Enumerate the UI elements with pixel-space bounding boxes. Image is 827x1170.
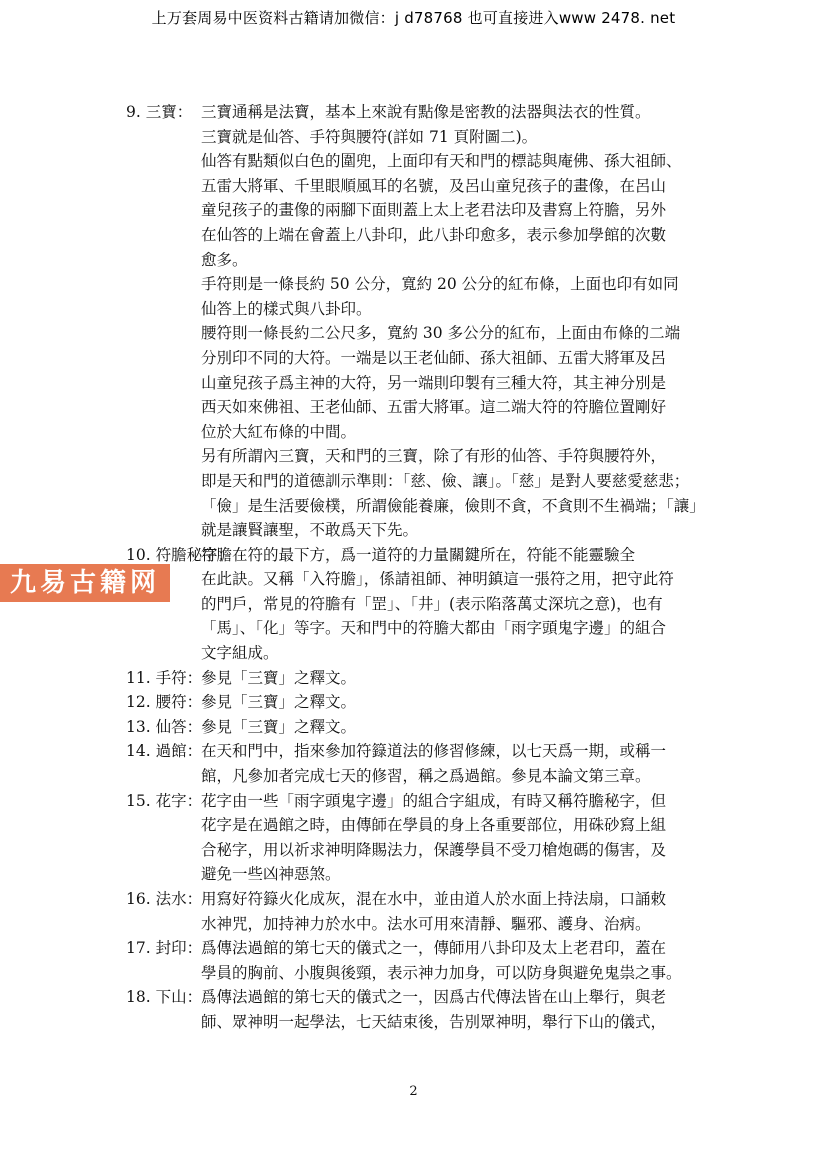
page-header: 上万套周易中医资料古籍请加微信：j d78768 也可直接进入www 2478. net (151, 9, 676, 27)
definition-line: 童兒孩子的畫像的兩腳下面則蓋上太上老君法印及書寫上符膽，另外 (201, 201, 667, 220)
entry-definition (201, 543, 726, 666)
entry-term: 12. 腰符： (126, 693, 203, 712)
definition-line: 腰符則一條長約二公尺多，寬約 30 多公分的紅布，上面由布條的二端 (201, 324, 681, 343)
glossary-entry (126, 543, 726, 666)
definition-line: 參見「三寶」之釋文。 (201, 717, 357, 736)
definition-line: 「馬」、「化」等字。天和門中的符膽大都由「雨字頭鬼字邊」的組合 (201, 619, 667, 638)
entry-term: 13. 仙答： (126, 717, 203, 736)
entry-term: 10. 符膽秘字： (126, 545, 234, 564)
definition-line: 三寶通稱是法寶，基本上來說有點像是密教的法器與法衣的性質。 (201, 103, 651, 121)
definition-line: 在仙答的上端在會蓋上八卦印，此八卦印愈多，表示參加學館的次數 (201, 225, 667, 244)
definition-line: 手符則是一條長約 50 公分，寬約 20 公分的紅布條，上面也印有如同 (201, 275, 679, 294)
definition-line: 在此訣。又稱「入符膽」，係請祖師、神明鎮這一張符之用，把守此符 (201, 570, 674, 589)
page-number: 2 (409, 1084, 418, 1099)
definition-line: 參見「三寶」之釋文。 (201, 693, 357, 712)
definition-line: 花字是在過館之時，由傳師在學員的身上各重要部位，用硃砂寫上組 (201, 816, 667, 835)
definition-line: 西天如來佛祖、王老仙師、五雷大將軍。這二端大符的符膽位置剛好 (201, 398, 667, 417)
definition-line: 花字由一些「雨字頭鬼字邊」的組合字組成，有時又稱符膽秘字，但 (201, 791, 667, 810)
definition-line: 仙答有點類似白色的圍兜，上面印有天和門的標誌與庵佛、孫大祖師、 (201, 152, 682, 171)
definition-line: 山童兒孩子爲主神的大符，另一端則印製有三種大符，其主神分別是 (201, 373, 667, 392)
site-watermark: 九易古籍网 (0, 564, 170, 602)
definition-line: 的門戶，常見的符膽有「罡」、「井」(表示陷落萬丈深坑之意)，也有 (201, 594, 663, 613)
entry-definition (201, 936, 726, 985)
glossary-entry (126, 690, 726, 715)
entry-definition (201, 789, 726, 887)
entry-term: 17. 封印： (126, 939, 203, 958)
definition-line: 就是讓賢讓聖，不敢爲天下先。 (201, 521, 419, 540)
definition-line: 避免一些凶神惡煞。 (201, 865, 341, 884)
definition-line: 在天和門中，指來參加符籙道法的修習修練，以七天爲一期，或稱一 (201, 742, 667, 761)
definition-line: 爲傳法過館的第七天的儀式之一，因爲古代傳法皆在山上舉行，與老 (201, 988, 667, 1007)
entry-definition (201, 666, 726, 691)
entry-term: 9. 三寶： (126, 103, 193, 121)
definition-line: 另有所謂內三寶，天和門的三寶，除了有形的仙答、手符與腰符外， (201, 447, 667, 466)
entry-definition (201, 739, 726, 788)
definition-line: 水神咒，加持神力於水中。法水可用來清靜、驅邪、護身、治病。 (201, 914, 651, 933)
definition-line: 仙答上的樣式與八卦印。 (201, 299, 372, 318)
definition-line: 參見「三寶」之釋文。 (201, 668, 357, 687)
definition-line: 即是天和門的道德訓示準則：「慈、儉、讓」。「慈」是對人要慈愛慈悲； (201, 471, 690, 490)
glossary-entry (126, 739, 726, 788)
definition-line: 位於大紅布條的中間。 (201, 422, 357, 441)
definition-line: 學員的胸前、小腹與後頸，表示神力加身，可以防身與避免鬼祟之事。 (201, 963, 682, 982)
definition-line: 爲傳法過館的第七天的儀式之一，傳師用八卦印及太上老君印，蓋在 (201, 939, 667, 958)
definition-line: 師、眾神明一起學法，七天結束後，告別眾神明，舉行下山的儀式， (201, 1012, 667, 1031)
entry-term: 16. 法水： (126, 890, 203, 908)
definition-line: 文字組成。 (201, 644, 279, 663)
glossary-entry (126, 936, 726, 985)
entry-term: 18. 下山： (126, 988, 203, 1007)
entry-definition (201, 715, 726, 740)
glossary-entry (126, 789, 726, 887)
entry-definition (201, 887, 726, 936)
definition-line: 愈多。 (201, 250, 248, 269)
glossary-content (126, 100, 726, 1035)
definition-line: 合秘字，用以祈求神明降賜法力，保護學員不受刀槍炮碼的傷害，及 (201, 840, 667, 859)
entry-term: 14. 過館： (126, 742, 203, 761)
glossary-entry (126, 100, 726, 543)
entry-term: 11. 手符： (126, 668, 203, 687)
definition-line: 「儉」是生活要儉樸，所謂儉能養廉，儉則不貪，不貪則不生禍端；「讓」 (201, 496, 705, 515)
definition-line: 用寫好符籙火化成灰，混在水中，並由道人於水面上持法扇，口誦敕 (201, 890, 667, 908)
definition-line: 館，凡參加者完成七天的修習，稱之爲過館。參見本論文第三章。 (201, 767, 651, 786)
entry-definition (201, 100, 726, 543)
glossary-entry (126, 985, 726, 1034)
definition-line: 三寶就是仙答、手符與腰符(詳如 71 頁附圖二)。 (201, 127, 538, 146)
entry-term: 15. 花字： (126, 791, 203, 810)
glossary-entry (126, 715, 726, 740)
glossary-entry (126, 666, 726, 691)
definition-line: 五雷大將軍、千里眼順風耳的名號，及呂山童兒孩子的畫像，在呂山 (201, 176, 667, 195)
definition-line: 分別印不同的大符。一端是以王老仙師、孫大祖師、五雷大將軍及呂 (201, 348, 667, 367)
entry-definition (201, 985, 726, 1034)
glossary-entry (126, 887, 726, 936)
definition-line: 符膽在符的最下方，爲一道符的力量關鍵所在，符能不能靈驗全 (201, 545, 636, 564)
entry-definition (201, 690, 726, 715)
